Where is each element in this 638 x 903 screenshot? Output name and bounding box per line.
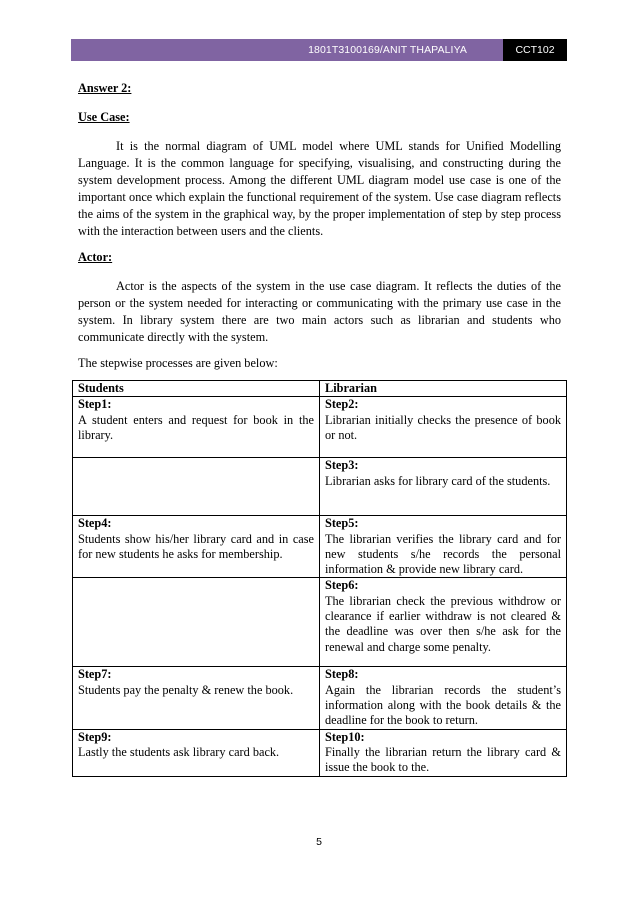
step-label: Step8: xyxy=(325,667,359,682)
librarian-cell xyxy=(320,667,567,729)
step-text: Librarian asks for library card of the students. xyxy=(325,473,551,488)
step-text: Students show his/her library card and in case for new students he asks for membership. xyxy=(78,531,314,561)
table-row xyxy=(73,397,567,458)
table-row xyxy=(73,578,567,667)
students-cell xyxy=(73,458,320,516)
students-cell xyxy=(73,516,320,578)
step-text: Librarian initially checks the presence of book or not. xyxy=(325,412,561,442)
step-label: Step6: xyxy=(325,578,359,593)
students-cell xyxy=(73,397,320,458)
steps-table xyxy=(72,380,567,777)
table-row xyxy=(73,729,567,776)
document-body xyxy=(78,80,561,372)
step-text: Lastly the students ask library card back. xyxy=(78,744,280,759)
step-label: Step2: xyxy=(325,397,359,412)
table-row xyxy=(73,516,567,578)
use-case-heading: Use Case: xyxy=(78,110,130,124)
step-text: Finally the librarian return the library card & issue the book to the. xyxy=(325,744,561,775)
page-header xyxy=(71,39,567,61)
step-label: Step4: xyxy=(78,516,112,531)
librarian-cell xyxy=(320,516,567,578)
step-label: Step1: xyxy=(78,397,112,412)
column-header-students: Students xyxy=(73,381,320,397)
librarian-cell xyxy=(320,729,567,776)
step-label: Step5: xyxy=(325,516,359,531)
answer-heading: Answer 2: xyxy=(78,81,132,95)
table-row xyxy=(73,458,567,516)
librarian-cell xyxy=(320,578,567,667)
step-label: Step7: xyxy=(78,667,112,682)
students-cell xyxy=(73,667,320,729)
step-label: Step9: xyxy=(78,729,112,744)
column-header-librarian: Librarian xyxy=(320,381,567,397)
librarian-cell xyxy=(320,458,567,516)
step-text: A student enters and request for book in the library. xyxy=(78,412,314,442)
use-case-paragraph: It is the normal diagram of UML model where UML stands for Unified Modelling Language. It is the common language for specifying, visualising, and constructing during the system development process. Among the different UML diagram model use case is one of the important once which explain the functional requirement of the system. Use case diagram reflects the aims of the system in the graphical way, by the proper implementation of step by step process with the interaction between users and the clients. xyxy=(78,139,561,238)
step-text: The librarian verifies the library card and for new students s/he records the personal information & provide new library card. xyxy=(325,531,561,577)
page-number: 5 xyxy=(316,836,322,848)
step-text: Students pay the penalty & renew the book. xyxy=(78,682,294,697)
table-row xyxy=(73,667,567,729)
actor-paragraph: Actor is the aspects of the system in the use case diagram. It reflects the duties of the person or the system needed for interacting or communicating with the primary use case in the system. In library system there are two main actors such as librarian and students who communicate directly with the system. xyxy=(78,279,561,344)
actor-heading: Actor: xyxy=(78,250,113,264)
students-cell xyxy=(73,578,320,667)
header-course: CCT102 xyxy=(503,39,567,61)
step-text: The librarian check the previous withdrow or clearance if earlier withdraw is not cleared & the deadline was over then s/he ask for the renewal and charge some penalty. xyxy=(325,593,561,654)
students-cell xyxy=(73,729,320,776)
step-text: Again the librarian records the student’s information along with the book details & the deadline for the book to return. xyxy=(325,682,561,728)
step-label: Step3: xyxy=(325,458,359,473)
table-header-row xyxy=(73,381,567,397)
step-label: Step10: xyxy=(325,729,365,744)
steps-intro: The stepwise processes are given below: xyxy=(78,356,278,370)
librarian-cell xyxy=(320,397,567,458)
header-author: 1801T3100169/ANIT THAPALIYA xyxy=(71,39,503,61)
